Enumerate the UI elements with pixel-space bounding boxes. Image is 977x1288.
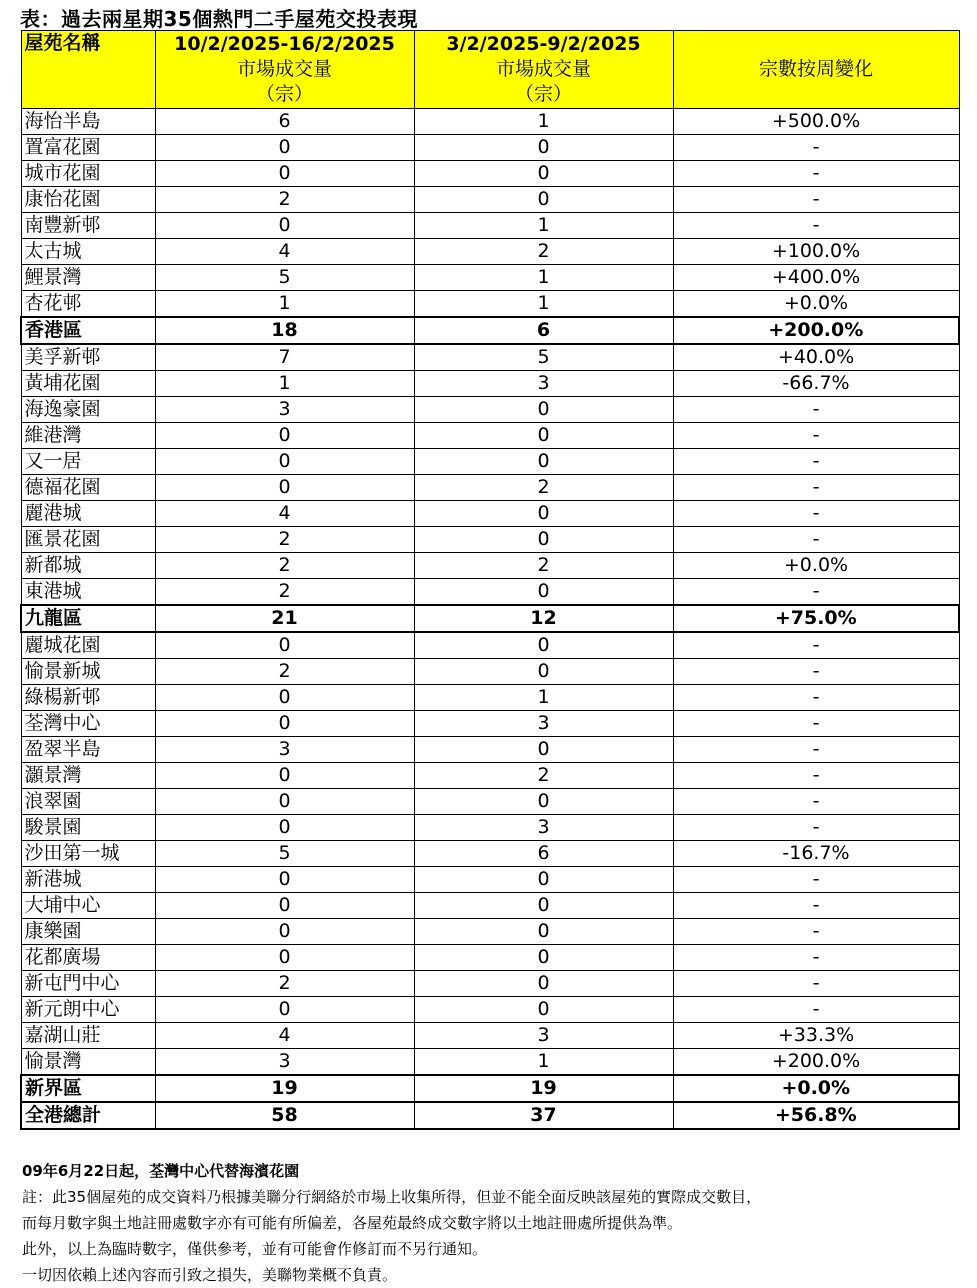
estate-name-cell: 愉景新城: [21, 659, 155, 685]
change-cell: -: [673, 161, 959, 187]
note-disclaimer-4: 一切因依賴上述內容而引致之損失，美聯物業概不負責。: [22, 1266, 398, 1284]
current-week-cell: 2: [155, 971, 414, 997]
estate-name-cell: 大埔中心: [21, 893, 155, 919]
estate-name-cell: 南豐新邨: [21, 213, 155, 239]
estate-name-cell: 盈翠半島: [21, 737, 155, 763]
current-week-cell: 18: [155, 317, 414, 344]
current-week-cell: 0: [155, 213, 414, 239]
estate-name-cell: 花都廣場: [21, 945, 155, 971]
change-cell: -: [673, 815, 959, 841]
table-row: [21, 1049, 959, 1076]
previous-week-cell: 0: [414, 501, 673, 527]
current-week-cell: 0: [155, 475, 414, 501]
table-row: [21, 997, 959, 1023]
previous-week-cell: 0: [414, 161, 673, 187]
change-cell: +200.0%: [673, 1049, 959, 1076]
change-cell: +0.0%: [673, 553, 959, 579]
table-row: [21, 789, 959, 815]
current-week-cell: 2: [155, 579, 414, 606]
current-week-cell: 4: [155, 501, 414, 527]
table-row: [21, 187, 959, 213]
previous-week-cell: 1: [414, 685, 673, 711]
current-week-cell: 4: [155, 1023, 414, 1049]
change-cell: -: [673, 737, 959, 763]
table-row: [21, 475, 959, 501]
change-cell: +56.8%: [673, 1102, 959, 1129]
estate-name-cell: 新港城: [21, 867, 155, 893]
current-week-cell: 0: [155, 632, 414, 659]
table-row: [21, 501, 959, 527]
estate-name-cell: 康樂園: [21, 919, 155, 945]
previous-week-cell: 19: [414, 1075, 673, 1102]
table-row: [21, 553, 959, 579]
table-row: [21, 397, 959, 423]
estate-name-cell: 黃埔花園: [21, 371, 155, 397]
change-cell: -: [673, 475, 959, 501]
previous-week-cell: 0: [414, 397, 673, 423]
estate-name-cell: 東港城: [21, 579, 155, 606]
current-week-cell: 19: [155, 1075, 414, 1102]
change-cell: -: [673, 423, 959, 449]
table-row: [21, 213, 959, 239]
change-cell: -: [673, 632, 959, 659]
estate-name-cell: 麗港城: [21, 501, 155, 527]
change-cell: -: [673, 449, 959, 475]
header-previous-week-period: 3/2/2025-9/2/2025: [446, 33, 641, 55]
table-row: [21, 971, 959, 997]
previous-week-cell: 0: [414, 971, 673, 997]
current-week-cell: 0: [155, 423, 414, 449]
estate-name-cell: 全港總計: [21, 1102, 155, 1129]
change-cell: -: [673, 397, 959, 423]
table-row: [21, 579, 959, 606]
estate-name-cell: 新界區: [21, 1075, 155, 1102]
current-week-cell: 6: [155, 109, 414, 135]
estate-name-cell: 愉景灣: [21, 1049, 155, 1076]
change-cell: +40.0%: [673, 344, 959, 371]
estate-name-cell: 太古城: [21, 239, 155, 265]
subtotal-row: [21, 605, 959, 632]
previous-week-cell: 3: [414, 371, 673, 397]
previous-week-cell: 2: [414, 763, 673, 789]
table-row: [21, 815, 959, 841]
change-cell: -16.7%: [673, 841, 959, 867]
current-week-cell: 1: [155, 291, 414, 318]
current-week-cell: 0: [155, 685, 414, 711]
note-replacement: 09年6月22日起，荃灣中心代替海濱花園: [22, 1162, 300, 1180]
footnotes: [22, 1158, 761, 1288]
change-cell: +0.0%: [673, 1075, 959, 1102]
change-cell: -: [673, 893, 959, 919]
header-weekly-change: 宗數按周變化: [673, 31, 959, 109]
current-week-cell: 0: [155, 919, 414, 945]
estate-name-cell: 綠楊新邨: [21, 685, 155, 711]
current-week-cell: 1: [155, 371, 414, 397]
previous-week-cell: 6: [414, 317, 673, 344]
previous-week-cell: 3: [414, 1023, 673, 1049]
previous-week-cell: 0: [414, 997, 673, 1023]
estate-name-cell: 麗城花園: [21, 632, 155, 659]
table-row: [21, 291, 959, 318]
previous-week-cell: 0: [414, 423, 673, 449]
table-row: [21, 893, 959, 919]
previous-week-cell: 1: [414, 1049, 673, 1076]
page-title: 表：過去兩星期35個熱門二手屋苑交投表現: [20, 7, 418, 31]
change-cell: +400.0%: [673, 265, 959, 291]
table-row: [21, 371, 959, 397]
header-current-week-period: 10/2/2025-16/2/2025: [174, 33, 395, 55]
current-week-cell: 0: [155, 997, 414, 1023]
estate-name-cell: 美孚新邨: [21, 344, 155, 371]
estate-name-cell: 荃灣中心: [21, 711, 155, 737]
change-cell: +500.0%: [673, 109, 959, 135]
current-week-cell: 0: [155, 945, 414, 971]
previous-week-cell: 1: [414, 265, 673, 291]
estate-name-cell: 康怡花園: [21, 187, 155, 213]
table-row: [21, 423, 959, 449]
previous-week-cell: 0: [414, 737, 673, 763]
previous-week-cell: 2: [414, 553, 673, 579]
estate-name-cell: 新元朗中心: [21, 997, 155, 1023]
estate-name-cell: 海怡半島: [21, 109, 155, 135]
previous-week-cell: 2: [414, 475, 673, 501]
current-week-cell: 7: [155, 344, 414, 371]
previous-week-cell: 6: [414, 841, 673, 867]
estate-name-cell: 置富花園: [21, 135, 155, 161]
table-row: [21, 1023, 959, 1049]
header-current-week-unit: （宗）: [255, 83, 313, 105]
current-week-cell: 0: [155, 711, 414, 737]
table-row: [21, 763, 959, 789]
table-header-row: [21, 31, 959, 109]
change-cell: -: [673, 971, 959, 997]
current-week-cell: 58: [155, 1102, 414, 1129]
estate-name-cell: 德福花園: [21, 475, 155, 501]
previous-week-cell: 0: [414, 632, 673, 659]
table-row: [21, 685, 959, 711]
current-week-cell: 21: [155, 605, 414, 632]
previous-week-cell: 3: [414, 711, 673, 737]
change-cell: +100.0%: [673, 239, 959, 265]
current-week-cell: 3: [155, 397, 414, 423]
current-week-cell: 0: [155, 893, 414, 919]
previous-week-cell: 1: [414, 291, 673, 318]
table-row: [21, 161, 959, 187]
table-row: [21, 344, 959, 371]
estate-name-cell: 杏花邨: [21, 291, 155, 318]
estate-name-cell: 新都城: [21, 553, 155, 579]
current-week-cell: 2: [155, 659, 414, 685]
current-week-cell: 2: [155, 527, 414, 553]
previous-week-cell: 0: [414, 867, 673, 893]
previous-week-cell: 0: [414, 579, 673, 606]
change-cell: -: [673, 213, 959, 239]
header-current-week: [155, 31, 414, 109]
previous-week-cell: 0: [414, 187, 673, 213]
table-row: [21, 711, 959, 737]
table-row: [21, 239, 959, 265]
header-current-week-label: 市場成交量: [236, 58, 332, 80]
table-row: [21, 737, 959, 763]
change-cell: -: [673, 945, 959, 971]
current-week-cell: 0: [155, 135, 414, 161]
estate-name-cell: 城市花園: [21, 161, 155, 187]
change-cell: -66.7%: [673, 371, 959, 397]
table-row: [21, 109, 959, 135]
previous-week-cell: 0: [414, 527, 673, 553]
previous-week-cell: 3: [414, 815, 673, 841]
change-cell: +0.0%: [673, 291, 959, 318]
previous-week-cell: 2: [414, 239, 673, 265]
estate-name-cell: 香港區: [21, 317, 155, 344]
previous-week-cell: 1: [414, 213, 673, 239]
header-estate-name: 屋苑名稱: [21, 31, 155, 109]
current-week-cell: 4: [155, 239, 414, 265]
change-cell: -: [673, 919, 959, 945]
current-week-cell: 0: [155, 867, 414, 893]
current-week-cell: 5: [155, 841, 414, 867]
current-week-cell: 3: [155, 737, 414, 763]
table-row: [21, 265, 959, 291]
current-week-cell: 5: [155, 265, 414, 291]
change-cell: -: [673, 997, 959, 1023]
current-week-cell: 0: [155, 449, 414, 475]
previous-week-cell: 1: [414, 109, 673, 135]
estate-name-cell: 新屯門中心: [21, 971, 155, 997]
change-cell: -: [673, 763, 959, 789]
table-row: [21, 632, 959, 659]
previous-week-cell: 0: [414, 659, 673, 685]
previous-week-cell: 0: [414, 919, 673, 945]
change-cell: -: [673, 579, 959, 606]
note-disclaimer-3: 此外，以上為臨時數字，僅供參考，並有可能會作修訂而不另行通知。: [22, 1240, 488, 1258]
table-row: [21, 919, 959, 945]
table-row: [21, 135, 959, 161]
previous-week-cell: 37: [414, 1102, 673, 1129]
estate-name-cell: 嘉湖山莊: [21, 1023, 155, 1049]
table-row: [21, 945, 959, 971]
estate-name-cell: 匯景花園: [21, 527, 155, 553]
table-row: [21, 659, 959, 685]
note-disclaimer-2: 而每月數字與土地註冊處數字亦有可能有所偏差，各屋苑最終成交數字將以土地註冊處所提供為準。: [22, 1214, 683, 1232]
change-cell: -: [673, 659, 959, 685]
change-cell: +33.3%: [673, 1023, 959, 1049]
table-body: [21, 109, 959, 1130]
estate-name-cell: 維港灣: [21, 423, 155, 449]
change-cell: -: [673, 867, 959, 893]
change-cell: -: [673, 501, 959, 527]
table-row: [21, 867, 959, 893]
estate-name-cell: 九龍區: [21, 605, 155, 632]
table-row: [21, 841, 959, 867]
estate-name-cell: 海逸豪園: [21, 397, 155, 423]
estate-name-cell: 沙田第一城: [21, 841, 155, 867]
current-week-cell: 0: [155, 161, 414, 187]
subtotal-row: [21, 1075, 959, 1102]
header-previous-week-unit: （宗）: [514, 83, 572, 105]
change-cell: +75.0%: [673, 605, 959, 632]
note-disclaimer-1: 註：此35個屋苑的成交資料乃根據美聯分行網絡於市場上收集所得，但並不能全面反映該屋苑的實際成交數目，: [22, 1188, 762, 1206]
previous-week-cell: 0: [414, 945, 673, 971]
header-previous-week: [414, 31, 673, 109]
estate-name-cell: 駿景園: [21, 815, 155, 841]
change-cell: -: [673, 527, 959, 553]
previous-week-cell: 0: [414, 449, 673, 475]
change-cell: -: [673, 685, 959, 711]
estate-name-cell: 又一居: [21, 449, 155, 475]
previous-week-cell: 5: [414, 344, 673, 371]
change-cell: -: [673, 789, 959, 815]
current-week-cell: 0: [155, 763, 414, 789]
estate-name-cell: 鯉景灣: [21, 265, 155, 291]
previous-week-cell: 12: [414, 605, 673, 632]
change-cell: -: [673, 135, 959, 161]
header-previous-week-label: 市場成交量: [495, 58, 591, 80]
transactions-table: [20, 30, 960, 1130]
current-week-cell: 3: [155, 1049, 414, 1076]
previous-week-cell: 0: [414, 789, 673, 815]
table-row: [21, 527, 959, 553]
current-week-cell: 0: [155, 789, 414, 815]
current-week-cell: 2: [155, 553, 414, 579]
current-week-cell: 2: [155, 187, 414, 213]
table-row: [21, 449, 959, 475]
change-cell: +200.0%: [673, 317, 959, 344]
previous-week-cell: 0: [414, 893, 673, 919]
current-week-cell: 0: [155, 815, 414, 841]
subtotal-row: [21, 317, 959, 344]
estate-name-cell: 浪翠園: [21, 789, 155, 815]
change-cell: -: [673, 711, 959, 737]
estate-name-cell: 灝景灣: [21, 763, 155, 789]
previous-week-cell: 0: [414, 135, 673, 161]
change-cell: -: [673, 187, 959, 213]
subtotal-row: [21, 1102, 959, 1129]
